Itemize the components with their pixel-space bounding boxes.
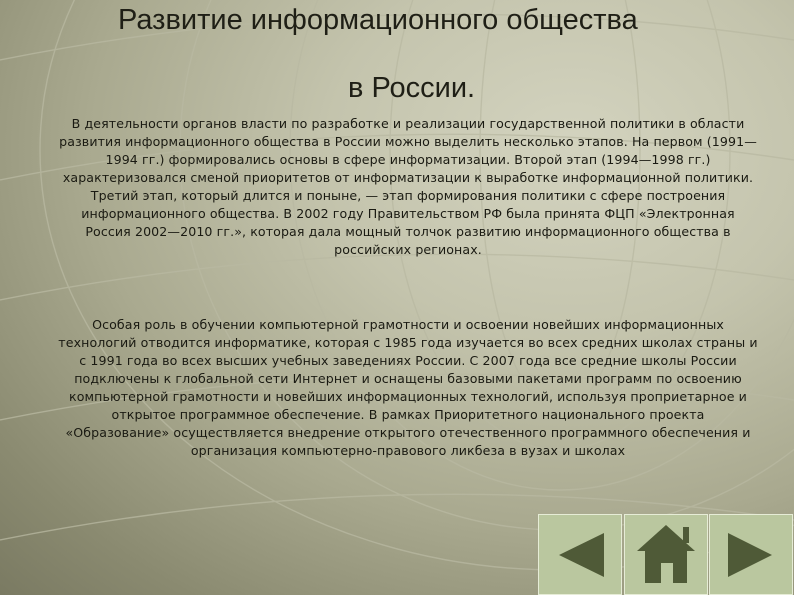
triangle-right-icon [710, 515, 792, 594]
slide-title-line-1: Развитие информационного общества [118, 4, 638, 36]
house-icon [625, 515, 707, 594]
slide-title-line-2: в России. [348, 72, 476, 104]
paragraph-stages: В деятельности органов власти по разработке и реализации государственной политики в области развития информационного общества в России можно выделить несколько этапов. На первом (1991—1994 гг.) формировались основы в сфере информатизации. Второй этап (1994—1998 гг.) характеризовался сменой приоритетов от информатизации к выработке информационной политики. Третий этап, который длится и поныне, — этап формирования политики с сфере построения информационного общества. В 2002 году Правительством РФ была принята ФЦП «Электронная Россия 2002—2010 гг.», которая дала мощный толчок развитию информационного общества в российских регионах. [59, 116, 757, 257]
paragraph-education: Особая роль в обучении компьютерной грамотности и освоении новейших информационных технологий отводится информатике, которая с 1985 года изучается во всех средних школах страны и с 1991 года во всех высших учебных заведениях России. С 2007 года все средние школы России подключены к глобальной сети Интернет и оснащены базовыми пакетами программ по освоению компьютерной грамотности и новейших информационных технологий, используя проприетарное и открытое программное обеспечение. В рамках Приоритетного национального проекта «Образование» осуществляется внедрение открытого отечественного программного обеспечения и организация компьютерно-правового ликбеза в вузах и школах [58, 317, 758, 458]
next-button[interactable] [709, 514, 793, 595]
home-button[interactable] [624, 514, 708, 595]
back-button[interactable] [538, 514, 622, 595]
triangle-left-icon [539, 515, 621, 594]
